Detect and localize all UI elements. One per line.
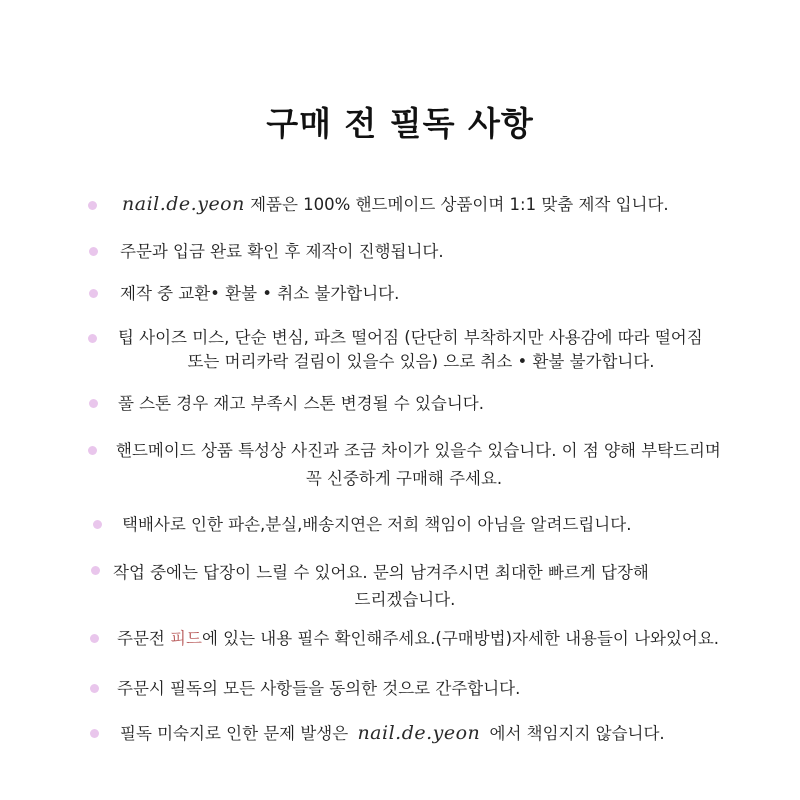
bullet-icon: [90, 684, 99, 693]
bullet-icon: [88, 446, 97, 455]
item-text-after: 에 있는 내용 필수 확인해주세요.(구매방법)자세한 내용들이 나와있어요.: [201, 629, 720, 648]
bullet-icon: [90, 729, 99, 738]
item-text-line1: 작업 중에는 답장이 느릴 수 있어요. 문의 남겨주시면 최대한 빠르게 답장해: [113, 563, 649, 582]
brand-wordmark: nail.de.yeon: [357, 722, 481, 744]
page-title: 구매 전 필독 사항: [266, 104, 534, 143]
item-text-before: 주문전: [117, 629, 171, 648]
item-text-line1: 핸드메이드 상품 특성상 사진과 조금 차이가 있을수 있습니다. 이 점 양해 부탁드리며: [116, 441, 721, 460]
item-text-after: 에서 책임지지 않습니다.: [484, 724, 665, 743]
bullet-icon: [88, 201, 97, 210]
item-text-line2: 꼭 신중하게 구매해 주세요.: [305, 469, 503, 488]
item-text: 제작 중 교환• 환불 • 취소 불가합니다.: [120, 284, 400, 303]
bullet-icon: [88, 334, 97, 343]
list-item-continuation: [0, 464, 800, 493]
list-item: [118, 389, 778, 418]
list-item: [122, 190, 782, 219]
list-item: [120, 719, 780, 748]
feed-highlight: 피드: [170, 629, 202, 648]
item-text-before: 필독 미숙지로 인한 문제 발생은: [120, 724, 354, 743]
item-text-line2: 드리겠습니다.: [354, 590, 456, 609]
item-text: 주문과 입금 완료 확인 후 제작이 진행됩니다.: [120, 242, 444, 261]
list-item: [117, 674, 777, 703]
item-text-line2: 또는 머리카락 걸림이 있을수 있음) 으로 취소 • 환불 불가합니다.: [187, 352, 655, 371]
list-item: [120, 237, 780, 266]
bullet-icon: [89, 399, 98, 408]
bullet-icon: [89, 289, 98, 298]
list-item: [120, 279, 780, 308]
item-text: 택배사로 인한 파손,분실,배송지연은 저희 책임이 아님을 알려드립니다.: [122, 515, 632, 534]
brand-wordmark: nail.de.yeon: [122, 193, 245, 215]
list-item-continuation: [0, 347, 800, 376]
list-item: [116, 436, 786, 465]
bullet-icon: [91, 566, 100, 575]
item-text: 주문시 필독의 모든 사항들을 동의한 것으로 간주합니다.: [117, 679, 521, 698]
bullet-icon: [90, 634, 99, 643]
item-text: 풀 스톤 경우 재고 부족시 스톤 변경될 수 있습니다.: [118, 394, 484, 413]
bullet-icon: [93, 520, 102, 529]
bullet-icon: [89, 247, 98, 256]
list-item: [117, 624, 787, 653]
list-item: [122, 510, 782, 539]
list-item-continuation: [0, 585, 800, 614]
list-item: [113, 558, 773, 587]
item-text: 제품은 100% 핸드메이드 상품이며 1:1 맞춤 제작 입니다.: [244, 195, 669, 214]
item-text-line1: 팁 사이즈 미스, 단순 변심, 파츠 떨어짐 (단단히 부착하지만 사용감에 따라 떨어짐: [118, 328, 703, 347]
